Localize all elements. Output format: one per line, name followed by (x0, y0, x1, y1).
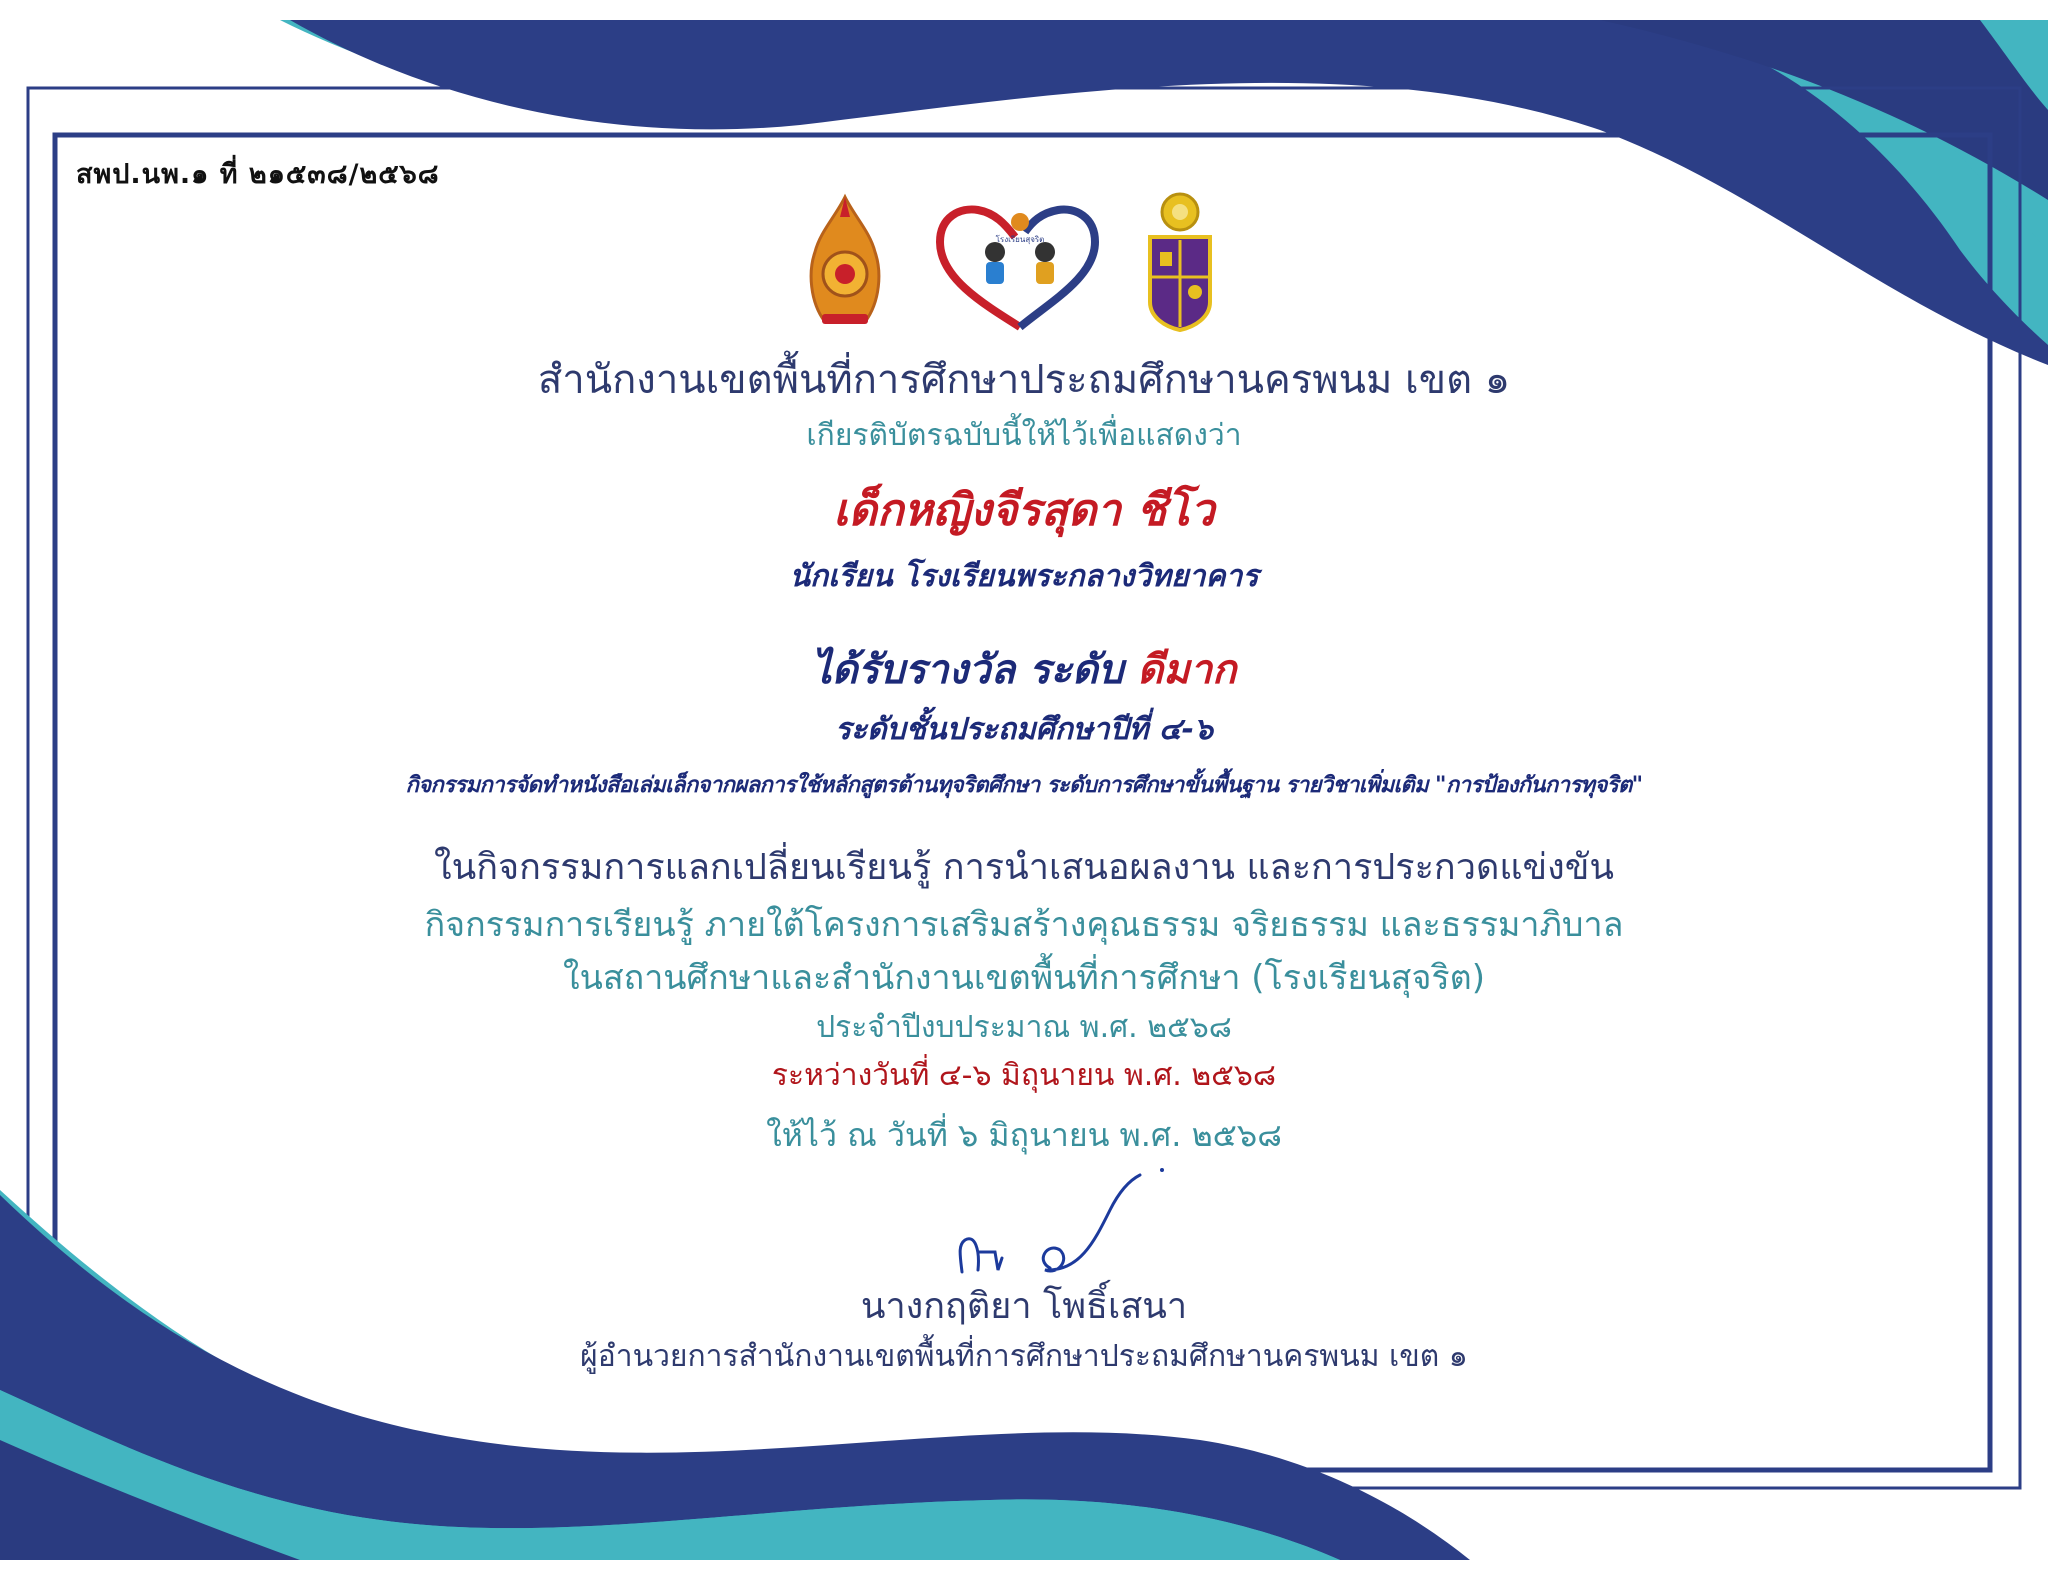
award-line (0, 637, 2048, 701)
issue-date: ให้ไว้ ณ วันที่ ๖ มิถุนายน พ.ศ. ๒๕๖๘ (766, 1116, 1282, 1154)
award-prefix: ได้รับรางวัล ระดับ (811, 647, 1138, 693)
award-level: ดีมาก (1137, 647, 1237, 693)
project-line-1: กิจกรรมการเรียนรู้ ภายใต้โครงการเสริมสร้างคุณธรรม จริยธรรม และธรรมาภิบาล (424, 905, 1624, 945)
honest-school-heart-icon (940, 209, 1095, 327)
project-line-2: ในสถานศึกษาและสำนักงานเขตพื้นที่การศึกษา (โรงเรียนสุจริต) (563, 958, 1485, 998)
grade-level: ระดับชั้นประถมศึกษาปีที่ ๔-๖ (834, 712, 1214, 747)
office-title: สำนักงานเขตพื้นที่การศึกษาประถมศึกษานครพนม เขต ๑ (537, 357, 1511, 403)
fiscal-year: ประจำปีงบประมาณ พ.ศ. ๒๕๖๘ (816, 1010, 1232, 1045)
event-line: ในกิจกรรมการแลกเปลี่ยนเรียนรู้ การนำเสนอผลงาน และการประกวดแข่งขัน (434, 847, 1614, 888)
logo-row (800, 182, 1240, 332)
document-number: สพป.นพ.๑ ที่ ๒๑๕๓๘/๒๕๖๘ (76, 159, 440, 190)
signature-image (940, 1160, 1180, 1290)
school-emblem-icon (1150, 194, 1210, 330)
recipient-name: เด็กหญิงจีรสุดา ชีโว (833, 485, 1215, 536)
event-dates: ระหว่างวันที่ ๔-๖ มิถุนายน พ.ศ. ๒๕๖๘ (771, 1058, 1277, 1093)
signer-title: ผู้อำนวยการสำนักงานเขตพื้นที่การศึกษาประถมศึกษานครพนม เขต ๑ (580, 1339, 1468, 1374)
signer-name: นางกฤติยา โพธิ์เสนา (860, 1286, 1188, 1327)
obec-emblem-icon (811, 197, 879, 324)
activity-description: กิจกรรมการจัดทำหนังสือเล่มเล็กจากผลการใช้หลักสูตรต้านทุจริตศึกษา ระดับการศึกษาขั้นพื้นฐาน รายวิชาเพิ่มเติม "การป้องกันการทุจริต" (405, 773, 1643, 798)
recipient-role: นักเรียน โรงเรียนพระกลางวิทยาคาร (789, 559, 1259, 594)
certificate-intro: เกียรติบัตรฉบับนี้ให้ไว้เพื่อแสดงว่า (806, 418, 1242, 453)
honest-school-logo-text: โรงเรียนสุจริต (995, 235, 1045, 244)
